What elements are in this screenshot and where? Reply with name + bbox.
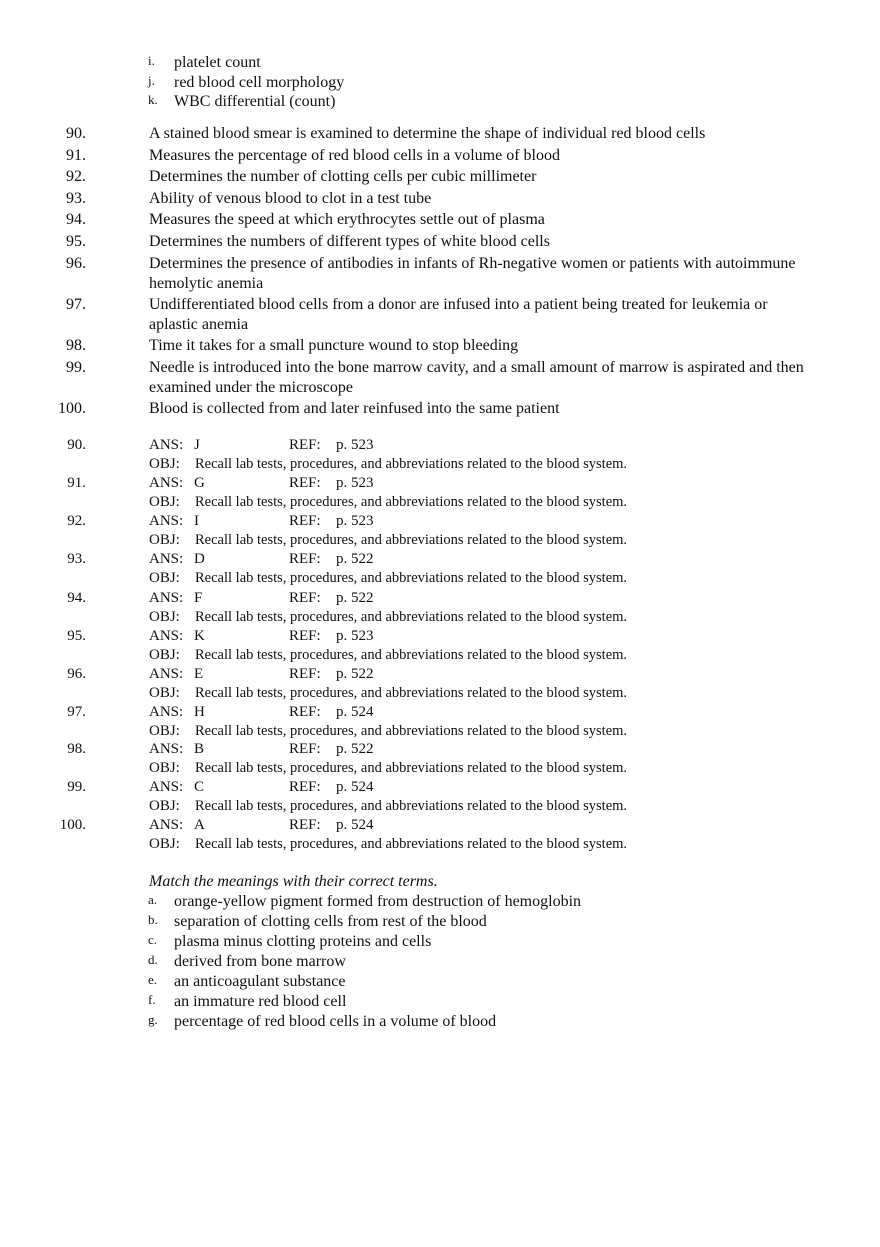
ans-value: H <box>194 704 205 720</box>
obj-value: Recall lab tests, procedures, and abbreviations related to the blood system. <box>195 494 628 510</box>
choice-letter: f. <box>148 992 156 1007</box>
question-text: Time it takes for a small puncture wound to stop bleeding <box>149 337 519 354</box>
obj-label: OBJ: <box>149 723 180 739</box>
obj-value: Recall lab tests, procedures, and abbreviations related to the blood system. <box>195 760 628 776</box>
question-number: 93. <box>66 190 86 207</box>
obj-label: OBJ: <box>149 609 180 625</box>
choice-letter: j. <box>148 73 155 88</box>
choice-letter: e. <box>148 972 158 987</box>
question-text: Needle is introduced into the bone marrow cavity, and a small amount of marrow is aspirated and then examined under the microscope <box>149 359 804 396</box>
ref-label: REF: <box>289 779 321 795</box>
ref-value: p. 522 <box>336 741 374 757</box>
obj-value: Recall lab tests, procedures, and abbreviations related to the blood system. <box>195 609 628 625</box>
answer-number: 92. <box>67 513 86 529</box>
ref-value: p. 523 <box>336 437 374 453</box>
obj-value: Recall lab tests, procedures, and abbreviations related to the blood system. <box>195 723 628 739</box>
question-number: 92. <box>66 168 86 185</box>
ans-label: ANS: <box>149 666 184 682</box>
ans-value: A <box>194 817 205 833</box>
section-instruction: Match the meanings with their correct terms. <box>149 873 438 890</box>
ref-value: p. 524 <box>336 817 374 833</box>
question-number: 100. <box>58 400 86 417</box>
ans-label: ANS: <box>149 704 184 720</box>
ans-label: ANS: <box>149 437 184 453</box>
ans-label: ANS: <box>149 779 184 795</box>
ans-label: ANS: <box>149 741 184 757</box>
obj-label: OBJ: <box>149 494 180 510</box>
ref-value: p. 524 <box>336 704 374 720</box>
answer-number: 95. <box>67 628 86 644</box>
ref-value: p. 524 <box>336 779 374 795</box>
obj-label: OBJ: <box>149 798 180 814</box>
choice-letter: c. <box>148 932 158 947</box>
ans-label: ANS: <box>149 513 184 529</box>
question-text: Determines the numbers of different types of white blood cells <box>149 233 550 250</box>
ref-value: p. 523 <box>336 628 374 644</box>
question-text: Blood is collected from and later reinfused into the same patient <box>149 400 560 417</box>
obj-value: Recall lab tests, procedures, and abbreviations related to the blood system. <box>195 456 628 472</box>
obj-label: OBJ: <box>149 647 180 663</box>
ref-label: REF: <box>289 741 321 757</box>
obj-value: Recall lab tests, procedures, and abbreviations related to the blood system. <box>195 647 628 663</box>
obj-value: Recall lab tests, procedures, and abbreviations related to the blood system. <box>195 570 628 586</box>
ref-label: REF: <box>289 513 321 529</box>
question-text: Measures the percentage of red blood cells in a volume of blood <box>149 147 560 164</box>
choice-letter: a. <box>148 892 158 907</box>
question-number: 98. <box>66 337 86 354</box>
ans-value: J <box>194 437 200 453</box>
question-number: 95. <box>66 233 86 250</box>
ref-label: REF: <box>289 475 321 491</box>
choice-text: plasma minus clotting proteins and cells <box>174 933 432 950</box>
answer-number: 100. <box>59 817 86 833</box>
choice-text: separation of clotting cells from rest of the blood <box>174 913 487 930</box>
ans-value: B <box>194 741 205 757</box>
choice-text: an anticoagulant substance <box>174 973 346 990</box>
choice-letter: i. <box>148 53 155 68</box>
question-text: Determines the number of clotting cells per cubic millimeter <box>149 168 537 185</box>
answer-number: 99. <box>67 779 86 795</box>
choice-letter: g. <box>148 1012 158 1027</box>
ans-label: ANS: <box>149 817 184 833</box>
ans-label: ANS: <box>149 475 184 491</box>
obj-label: OBJ: <box>149 836 180 852</box>
question-text: Ability of venous blood to clot in a test tube <box>149 190 432 207</box>
choice-text: derived from bone marrow <box>174 953 346 970</box>
choice-text: WBC differential (count) <box>174 93 336 110</box>
ref-value: p. 522 <box>336 666 374 682</box>
ans-value: C <box>194 779 205 795</box>
obj-value: Recall lab tests, procedures, and abbreviations related to the blood system. <box>195 798 628 814</box>
ref-label: REF: <box>289 628 321 644</box>
question-text: Undifferentiated blood cells from a donor are infused into a patient being treated for leukemia or aplastic anemia <box>149 296 768 333</box>
choice-letter: b. <box>148 912 158 927</box>
choice-text: an immature red blood cell <box>174 993 347 1010</box>
ans-label: ANS: <box>149 551 184 567</box>
answer-number: 93. <box>67 551 86 567</box>
choice-letter: k. <box>148 92 158 107</box>
answer-number: 98. <box>67 741 86 757</box>
ans-value: F <box>194 590 203 606</box>
obj-label: OBJ: <box>149 570 180 586</box>
ref-label: REF: <box>289 817 321 833</box>
choice-text: red blood cell morphology <box>174 74 345 91</box>
ref-value: p. 522 <box>336 590 374 606</box>
obj-label: OBJ: <box>149 456 180 472</box>
ref-value: p. 523 <box>336 475 374 491</box>
ref-label: REF: <box>289 704 321 720</box>
answer-number: 97. <box>67 704 86 720</box>
answer-number: 91. <box>67 475 86 491</box>
answer-number: 96. <box>67 666 86 682</box>
choice-text: platelet count <box>174 54 261 71</box>
ref-value: p. 523 <box>336 513 374 529</box>
answer-number: 94. <box>67 590 86 606</box>
question-number: 91. <box>66 147 86 164</box>
choice-text: percentage of red blood cells in a volume of blood <box>174 1013 497 1030</box>
question-text: Measures the speed at which erythrocytes settle out of plasma <box>149 211 545 228</box>
question-number: 94. <box>66 211 86 228</box>
question-text: Determines the presence of antibodies in infants of Rh-negative women or patients with autoimmune hemolytic anemia <box>149 255 796 292</box>
question-number: 96. <box>66 255 86 272</box>
ans-value: E <box>194 666 204 682</box>
ans-value: K <box>194 628 205 644</box>
question-number: 99. <box>66 359 86 376</box>
question-number: 97. <box>66 296 86 313</box>
ref-label: REF: <box>289 551 321 567</box>
choice-letter: d. <box>148 952 158 967</box>
question-text: A stained blood smear is examined to determine the shape of individual red blood cells <box>149 125 706 142</box>
obj-label: OBJ: <box>149 532 180 548</box>
ref-label: REF: <box>289 666 321 682</box>
choice-text: orange-yellow pigment formed from destruction of hemoglobin <box>174 893 582 910</box>
obj-label: OBJ: <box>149 685 180 701</box>
ans-value: D <box>194 551 205 567</box>
obj-value: Recall lab tests, procedures, and abbreviations related to the blood system. <box>195 836 628 852</box>
ref-label: REF: <box>289 590 321 606</box>
obj-label: OBJ: <box>149 760 180 776</box>
question-number: 90. <box>66 125 86 142</box>
ans-value: I <box>194 513 199 529</box>
ans-value: G <box>194 475 205 491</box>
ans-label: ANS: <box>149 590 184 606</box>
obj-value: Recall lab tests, procedures, and abbreviations related to the blood system. <box>195 685 628 701</box>
ref-value: p. 522 <box>336 551 374 567</box>
ref-label: REF: <box>289 437 321 453</box>
obj-value: Recall lab tests, procedures, and abbreviations related to the blood system. <box>195 532 628 548</box>
answer-number: 90. <box>67 437 86 453</box>
ans-label: ANS: <box>149 628 184 644</box>
